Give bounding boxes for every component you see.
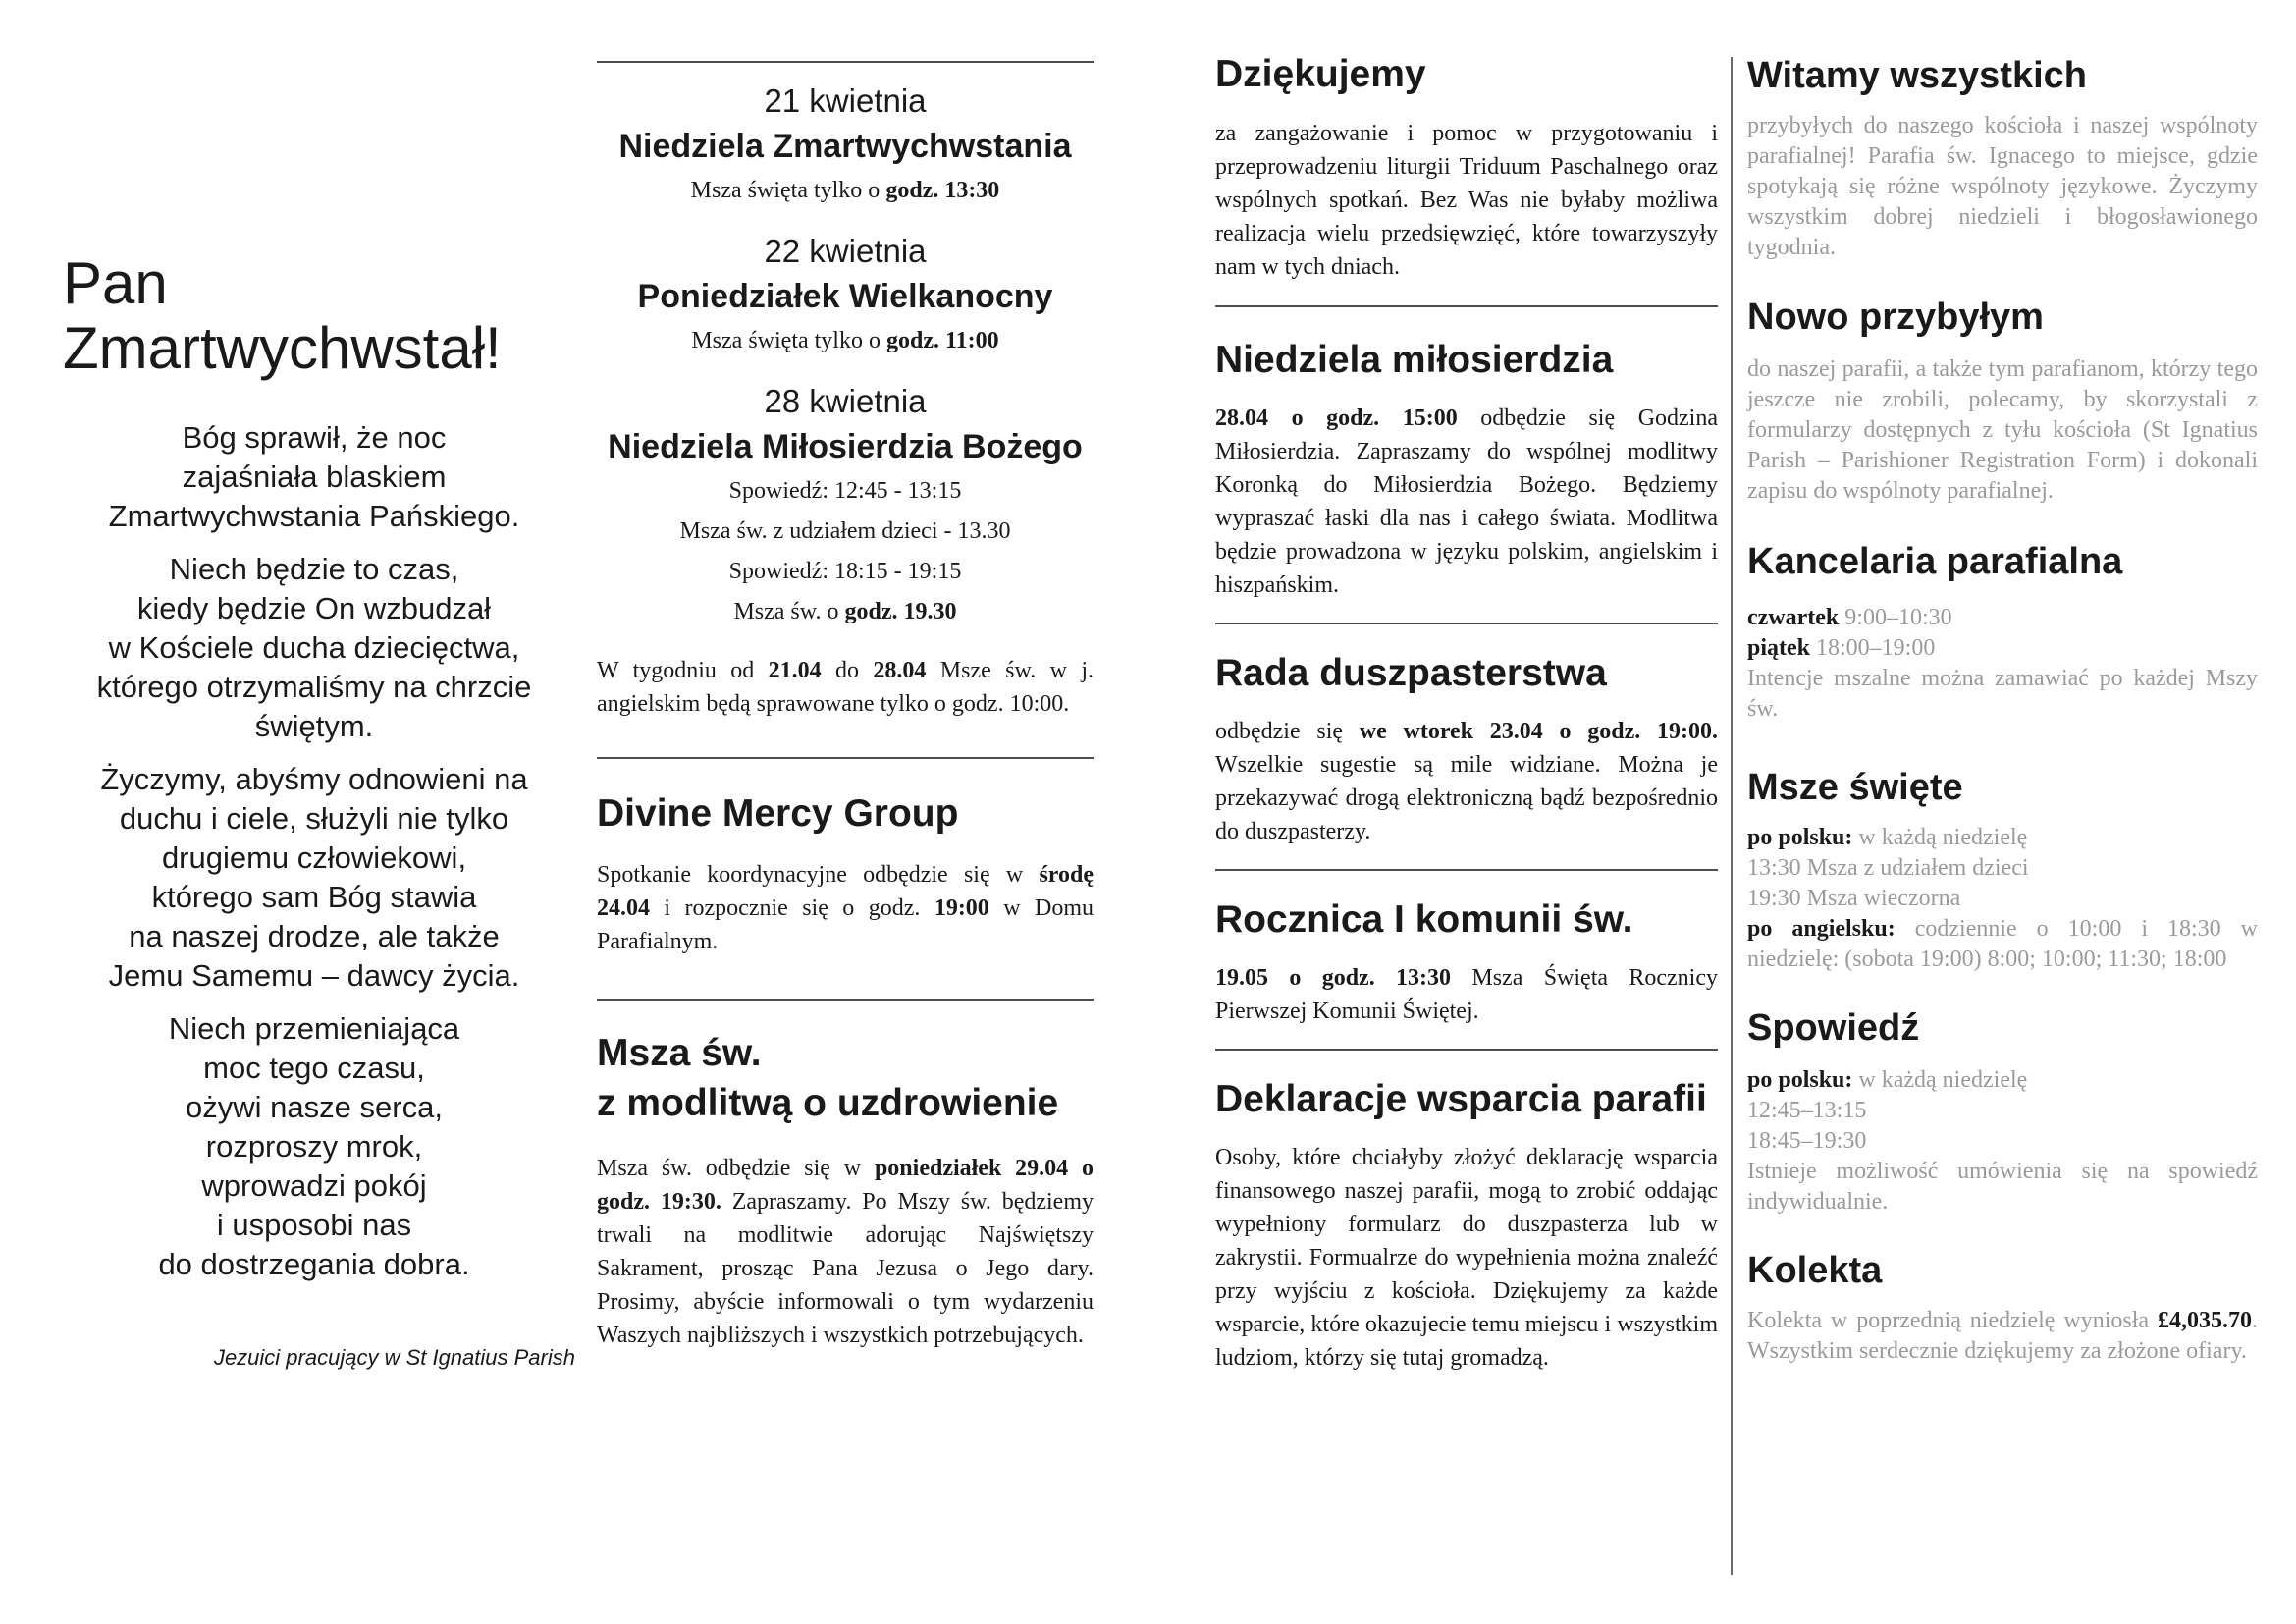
text-run: Msza św. odbędzie się w: [597, 1156, 875, 1181]
info-line: [1747, 914, 2258, 975]
info-line-text: w każdą niedzielę: [1852, 825, 2028, 850]
new-text: do naszej parafii, a także tym parafianom, którzy tego jeszcze nie zrobili, polecamy, by skorzystali z formularzy dostępnych z tyłu kościoła (St Ignatius Parish – Parishioner Registration Form) i dokonali zapisu do wspólnoty parafialnej.: [1747, 356, 2258, 504]
poem-line: Niech przemieniająca: [168, 1011, 460, 1046]
office-hours: [1747, 603, 2258, 664]
section-heading: Dziękujemy: [1215, 53, 1426, 95]
poem-line: Jemu Samemu – dawcy życia.: [108, 958, 520, 993]
confession-heading: Spowiedź: [1747, 1007, 1920, 1049]
text-run: Msza Święta Rocznicy Pierwszej Komunii Świętej.: [1215, 965, 1718, 1024]
divine-text: [597, 858, 1094, 958]
text-run: Wszelkie sugestie są mile widziane. Można je przekazywać drogą elektroniczną bądź bezpośrednio do duszpasterzy.: [1215, 752, 1718, 844]
section-text: [1215, 402, 1718, 602]
text-run: we wtorek 23.04 o godz. 19:00.: [1359, 719, 1718, 744]
event-line-bold: godz. 13:30: [885, 178, 1000, 203]
event-line: [597, 512, 1094, 552]
info-line: [1747, 823, 2258, 853]
event: [597, 81, 1094, 211]
poem-line: świętym.: [254, 709, 374, 743]
office-note: Intencje mszalne można zamawiać po każdej Mszy św.: [1747, 666, 2258, 722]
section-heading: Deklaracje wsparcia parafii: [1215, 1078, 1707, 1120]
info-line-text: 9:00–10:30: [1839, 605, 1952, 630]
info-line: [1747, 603, 2258, 633]
poem-line: Zmartwychwstania Pańskiego.: [108, 499, 520, 533]
column-announcements: [1215, 0, 1718, 1375]
divider: [597, 757, 1094, 759]
info-line-label: po polsku:: [1747, 825, 1853, 850]
poem-stanza: [59, 550, 569, 746]
text-run: Osoby, które chciałyby złożyć deklarację wsparcia finansowego naszej parafii, mogą to zrobić oddając wypełniony formularz do duszpasterza lub w zakrystii. Formualrze do wypełnienia można znaleźć przy wyjściu z kościoła. Dziękujemy za każde wsparcie, które okazujecie temu miejscu i wszystkim ludziom, którzy się tutaj gromadzą.: [1215, 1145, 1718, 1371]
event-line-text: Msza święta tylko o: [690, 178, 886, 203]
poem-line: kiedy będzie On wzbudzał: [136, 591, 492, 625]
info-line-text: 12:45–13:15: [1747, 1098, 1867, 1123]
event: [597, 381, 1094, 632]
info-line-text: Istnieje możliwość umówienia się na spowiedź indywidualnie.: [1747, 1159, 2258, 1215]
poem-line: duchu i ciele, służyli nie tylko: [119, 801, 509, 836]
column-greeting: [59, 0, 575, 1371]
poem-line: zajaśniała blaskiem: [182, 460, 447, 494]
info-line: [1747, 1126, 2258, 1157]
poem-line: którego otrzymaliśmy na chrzcie: [96, 670, 532, 704]
text-run: do: [821, 658, 874, 683]
divider: [1215, 623, 1718, 624]
event-date: 21 kwietnia: [764, 82, 927, 119]
text-run: 21.04: [768, 658, 822, 683]
event: [597, 231, 1094, 361]
poem-line: wprowadzi pokój: [201, 1168, 427, 1203]
poem-line: w Kościele ducha dziecięctwa,: [108, 630, 520, 665]
column-divider: [1731, 57, 1733, 1575]
text-run: Zapraszamy. Po Mszy św. będziemy trwali na modlitwie adorując Najświętszy Sakrament, prosząc Pana Jezusa o Jego dary. Prosimy, abyście informowali o tym wydarzeniu Waszych najbliższych i wszystkich potrzebujących.: [597, 1189, 1094, 1348]
section-text: [1215, 1141, 1718, 1375]
text-run: w Domu Parafialnym.: [597, 895, 1094, 954]
info-line-text: 18:00–19:00: [1810, 635, 1936, 661]
event-date: 28 kwietnia: [764, 383, 927, 419]
event-line-text: Spowiedź: 12:45 - 13:15: [728, 478, 962, 504]
page-title: Pan Zmartwychwstał!: [63, 250, 502, 381]
masses-heading: Msze święte: [1747, 767, 1963, 808]
text-run: i rozpocznie się o godz.: [650, 895, 934, 921]
event-line: [597, 321, 1094, 361]
text-run: za zangażowanie i pomoc w przygotowaniu i przeprowadzeniu liturgii Triduum Paschalnego oraz wspólnych spotkań. Bez Was nie byłaby możliwa realizacja wielu przedsięwzięć, które towarzyszyły nam w tych dniach.: [1215, 121, 1718, 280]
collection-heading: Kolekta: [1747, 1250, 1883, 1291]
section-text: [1215, 117, 1718, 284]
info-line-text: 19:30 Msza wieczorna: [1747, 886, 1961, 911]
easter-poem: [59, 418, 569, 1284]
info-line: [1747, 1096, 2258, 1126]
events-list: [597, 81, 1094, 632]
poem-line: Niech będzie to czas,: [169, 552, 459, 586]
event-line: [597, 592, 1094, 632]
healing-text: [597, 1152, 1094, 1352]
collection-text-b: . Wszystkim serdecznie dziękujemy za złożone ofiary.: [1747, 1308, 2258, 1364]
event-line: [597, 552, 1094, 592]
event-line-text: Msza św. z udziałem dzieci - 13.30: [679, 518, 1011, 544]
text-run: Spotkanie koordynacyjne odbędzie się w: [597, 862, 1040, 888]
info-line: [1747, 1065, 2258, 1096]
collection-text: [1747, 1306, 2258, 1367]
healing-heading-2: z modlitwą o uzdrowienie: [597, 1082, 1059, 1124]
info-line: [1747, 1157, 2258, 1218]
event-date: 22 kwietnia: [764, 233, 927, 269]
poem-line: Życzymy, abyśmy odnowieni na: [100, 762, 528, 796]
announcements-list: [1215, 49, 1718, 1375]
welcome-text: przybyłych do naszego kościoła i naszej wspólnoty parafialnej! Parafia św. Ignacego to miejsce, gdzie spotykają się różne wspólnoty językowe. Życzymy wszystkim dobrej niedzieli i błogosławionego tygodnia.: [1747, 113, 2258, 260]
text-run: środę 24.04: [597, 862, 1094, 921]
week-note: [597, 654, 1094, 721]
event-line-bold: godz. 11:00: [885, 328, 999, 353]
text-run: Msze św. w j. angielskim będą sprawowane tylko o godz. 10:00.: [597, 658, 1094, 717]
divine-heading: Divine Mercy Group: [597, 792, 959, 835]
poem-line: na naszej drodze, ale także: [129, 919, 500, 953]
info-line: [1747, 633, 2258, 664]
text-run: poniedziałek 29.04 o godz. 19:30.: [597, 1156, 1094, 1215]
event-line: [597, 471, 1094, 512]
info-line-text: 13:30 Msza z udziałem dzieci: [1747, 855, 2029, 881]
divider: [597, 61, 1094, 63]
poem-line: do dostrzegania dobra.: [158, 1247, 470, 1281]
poem-line: którego sam Bóg stawia: [151, 880, 477, 914]
info-line-text: codziennie o 10:00 i 18:30 w niedzielę: (sobota 19:00) 8:00; 10:00; 11:30; 18:00: [1747, 916, 2258, 972]
section-text: [1215, 715, 1718, 848]
collection-amount: £4,035.70: [2158, 1308, 2252, 1333]
event-line: [597, 171, 1094, 211]
text-run: 28.04: [873, 658, 927, 683]
info-line-label: po polsku:: [1747, 1067, 1853, 1093]
poem-line: rozproszy mrok,: [205, 1129, 423, 1164]
info-line-text: w każdą niedzielę: [1852, 1067, 2028, 1093]
section-text: [1215, 961, 1718, 1028]
section-heading: Rocznica I komunii św.: [1215, 898, 1633, 941]
text-run: odbędzie się: [1215, 719, 1360, 744]
column-schedule: [597, 0, 1094, 1352]
healing-heading-1: Msza św.: [597, 1032, 762, 1074]
new-heading: Nowo przybyłym: [1747, 297, 2044, 338]
divider: [1215, 1049, 1718, 1051]
event-line-text: Msza święta tylko o: [691, 328, 886, 353]
divider: [1215, 305, 1718, 307]
collection-text-a: Kolekta w poprzednią niedzielę wyniosła: [1747, 1308, 2158, 1333]
divider: [1215, 869, 1718, 871]
office-heading: Kancelaria parafialna: [1747, 541, 2123, 582]
info-line-label: piątek: [1747, 635, 1811, 661]
event-name: Niedziela Miłosierdzia Bożego: [608, 428, 1083, 465]
text-run: W tygodniu od: [597, 658, 769, 683]
poem-line: Bóg sprawił, że noc: [182, 420, 447, 455]
divider: [597, 999, 1094, 1001]
poem-line: moc tego czasu,: [203, 1051, 425, 1085]
confession-list: [1747, 1065, 2258, 1218]
info-line-label: czwartek: [1747, 605, 1840, 630]
section-heading: Niedziela miłosierdzia: [1215, 339, 1614, 381]
signature: Jezuici pracujący w St Ignatius Parish: [213, 1345, 575, 1370]
info-line: [1747, 853, 2258, 884]
welcome-heading: Witamy wszystkich: [1747, 55, 2088, 96]
poem-line: drugiemu człowiekowi,: [161, 840, 467, 875]
info-line-text: 18:45–19:30: [1747, 1128, 1867, 1154]
info-line: [1747, 884, 2258, 914]
event-name: Niedziela Zmartwychwstania: [618, 128, 1072, 165]
masses-list: [1747, 823, 2258, 975]
poem-line: i usposobi nas: [216, 1208, 412, 1242]
poem-stanza: [59, 1009, 569, 1284]
poem-stanza: [59, 418, 569, 536]
event-line-text: Spowiedź: 18:15 - 19:15: [728, 559, 962, 584]
section-heading: Rada duszpasterstwa: [1215, 652, 1607, 694]
event-name: Poniedziałek Wielkanocny: [637, 278, 1053, 315]
text-run: 19:00: [934, 895, 989, 921]
text-run: 28.04 o godz. 15:00: [1215, 406, 1458, 431]
info-line-label: po angielsku:: [1747, 916, 1896, 942]
poem-stanza: [59, 760, 569, 996]
column-info: [1747, 0, 2258, 1367]
event-line-text: Msza św. o: [733, 599, 845, 624]
event-line-bold: godz. 19.30: [844, 599, 957, 624]
text-run: odbędzie się Godzina Miłosierdzia. Zapraszamy do wspólnej modlitwy Koronką do Miłosierdzia Bożego. Będziemy wypraszać łaski dla nas i całego świata. Modlitwa będzie prowadzona w języku polskim, angielskim i hiszpańskim.: [1215, 406, 1718, 598]
poem-line: ożywi nasze serca,: [186, 1090, 443, 1124]
text-run: 19.05 o godz. 13:30: [1215, 965, 1452, 991]
